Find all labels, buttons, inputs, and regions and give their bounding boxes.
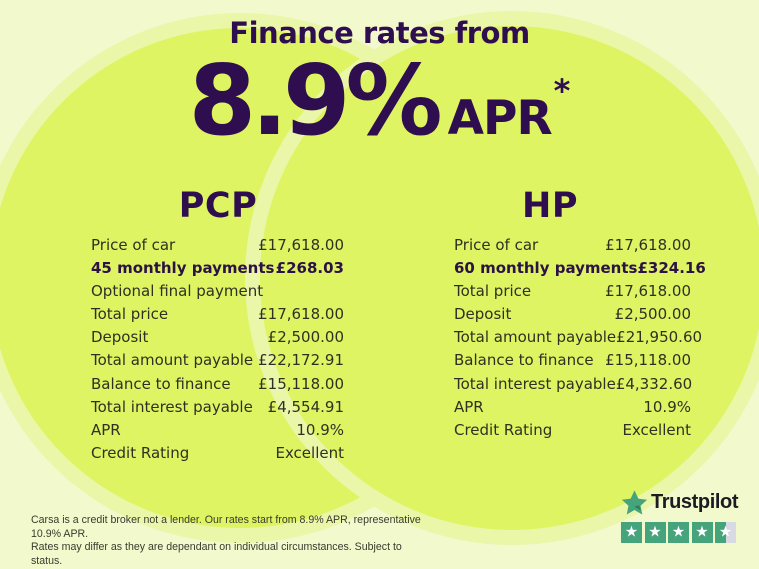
- row-value: £268.03: [275, 259, 344, 278]
- row-label: Total interest payable: [91, 397, 253, 416]
- finance-row: [91, 328, 344, 351]
- finance-row: [91, 259, 344, 282]
- legal-disclaimer: [31, 514, 431, 568]
- rating-star: [645, 522, 666, 543]
- rating-star: [668, 522, 689, 543]
- headline-rate: [0, 44, 759, 157]
- row-value: £17,618.00: [605, 236, 691, 254]
- row-label: 45 monthly payments: [91, 259, 275, 278]
- disclaimer-line-1: Carsa is a credit broker not a lender. Our rates start from 8.9% APR, representative 10.9% APR.: [31, 514, 421, 540]
- rating-star: [621, 522, 642, 543]
- finance-row: [91, 282, 344, 305]
- row-value: £2,500.00: [614, 305, 691, 324]
- row-value: Excellent: [275, 443, 344, 462]
- row-label: Balance to finance: [454, 351, 594, 370]
- rating-star: [692, 522, 713, 543]
- finance-row: [454, 421, 691, 444]
- trustpilot-widget: [621, 489, 741, 543]
- row-value: Excellent: [622, 420, 691, 439]
- rating-star: [715, 522, 736, 543]
- finance-row: [454, 259, 706, 282]
- row-label: Credit Rating: [91, 443, 190, 462]
- star-glyph: ★: [718, 522, 733, 541]
- row-value: £15,118.00: [258, 374, 344, 393]
- row-value: £4,554.91: [267, 397, 344, 416]
- row-value: £15,118.00: [605, 351, 691, 370]
- finance-row: [454, 282, 691, 305]
- star-glyph: ★: [624, 522, 639, 541]
- row-label: APR: [454, 397, 484, 416]
- pcp-finance-table: [91, 236, 344, 467]
- hp-finance-table: [454, 236, 706, 444]
- finance-row: [454, 351, 691, 374]
- row-label: Price of car: [91, 236, 176, 254]
- row-label: Total price: [454, 282, 532, 301]
- rate-asterisk: *: [553, 72, 571, 110]
- star-glyph: ★: [695, 522, 709, 541]
- hp-column-title: HP: [522, 186, 578, 226]
- row-label: APR: [91, 420, 121, 439]
- finance-row: [91, 421, 344, 444]
- banner-title: Finance rates from: [229, 16, 530, 50]
- rate-value: 8.9%: [188, 44, 438, 157]
- row-label: Total interest payable: [454, 374, 616, 393]
- finance-row: [91, 351, 344, 374]
- trustpilot-rating-stars: [621, 522, 741, 543]
- star-glyph: ★: [648, 522, 662, 541]
- finance-row: [91, 236, 344, 259]
- row-label: Deposit: [91, 328, 149, 347]
- row-label: Total amount payable: [91, 351, 254, 370]
- row-value: £22,172.91: [258, 351, 344, 370]
- finance-row: [454, 398, 691, 421]
- row-label: Deposit: [454, 305, 512, 324]
- row-value: £4,332.60: [615, 374, 693, 393]
- row-value: £17,618.00: [258, 236, 344, 254]
- row-value: 10.9%: [296, 420, 344, 439]
- finance-row: [91, 444, 344, 467]
- finance-row: [91, 375, 344, 398]
- finance-row: [91, 305, 344, 328]
- finance-row: [454, 236, 691, 259]
- rate-apr-label: APR: [447, 91, 552, 146]
- row-label: Total amount payable: [454, 328, 617, 347]
- disclaimer-line-2: Rates may differ as they are dependant on individual circumstances. Subject to status.: [31, 541, 402, 567]
- finance-row: [454, 375, 691, 398]
- row-value: £2,500.00: [267, 328, 344, 347]
- star-glyph: ★: [671, 522, 686, 541]
- finance-row: [91, 398, 344, 421]
- row-label: Credit Rating: [454, 420, 553, 439]
- row-value: £21,950.60: [616, 328, 703, 347]
- row-label: Price of car: [454, 236, 539, 254]
- row-label: 60 monthly payments: [454, 259, 638, 278]
- row-value: £324.16: [637, 259, 706, 278]
- trustpilot-logo: [621, 489, 741, 516]
- pcp-column-title: PCP: [178, 186, 258, 226]
- row-value: £17,618.00: [258, 305, 344, 324]
- row-value: 10.9%: [643, 397, 691, 416]
- finance-row: [454, 328, 703, 351]
- row-value: £17,618.00: [605, 282, 691, 301]
- finance-row: [454, 305, 691, 328]
- row-label: Total price: [91, 305, 169, 324]
- row-label: Balance to finance: [91, 374, 231, 393]
- trustpilot-star-icon: [621, 489, 648, 516]
- trustpilot-wordmark: Trustpilot: [651, 491, 739, 513]
- row-label: Optional final payment: [91, 282, 264, 301]
